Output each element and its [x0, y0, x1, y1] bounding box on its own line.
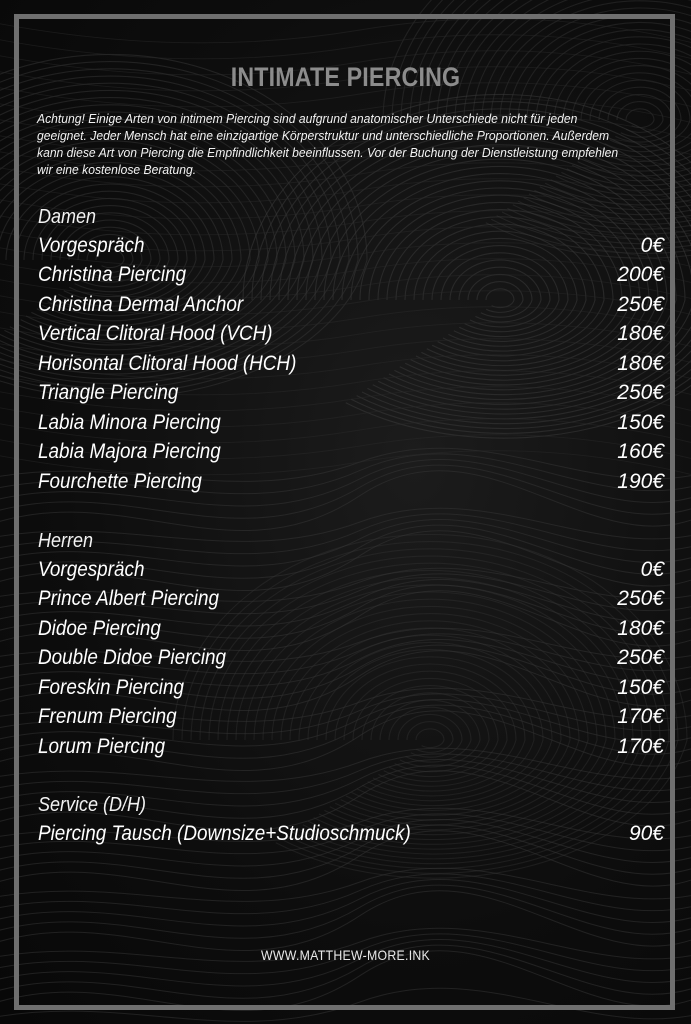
service-price: 250€ [617, 587, 664, 610]
service-name: Labia Majora Piercing [38, 440, 221, 463]
service-name: Piercing Tausch (Downsize+Studioschmuck) [38, 822, 411, 845]
website-link[interactable]: WWW.MATTHEW-MORE.INK [260, 947, 431, 963]
service-name: Horisontal Clitoral Hood (HCH) [38, 352, 297, 375]
service-name: Vorgespräch [38, 234, 145, 257]
section-heading-damen: Damen [38, 206, 97, 228]
service-price: 250€ [617, 646, 664, 669]
service-price: 0€ [640, 558, 664, 581]
service-name: Frenum Piercing [38, 705, 177, 728]
price-row [38, 587, 664, 615]
service-name: Triangle Piercing [38, 381, 179, 404]
service-name: Lorum Piercing [38, 735, 166, 758]
price-row [38, 411, 664, 439]
service-price: 150€ [617, 411, 664, 434]
price-row [38, 676, 664, 704]
price-row [38, 381, 664, 409]
service-price: 250€ [617, 293, 664, 316]
service-price: 180€ [617, 352, 664, 375]
service-price: 200€ [617, 263, 664, 286]
price-row [38, 705, 664, 733]
section-heading-herren: Herren [38, 530, 94, 552]
price-row [38, 234, 664, 262]
price-row [38, 617, 664, 645]
service-name: Labia Minora Piercing [38, 411, 221, 434]
price-row [38, 822, 664, 850]
section-heading-service: Service (D/H) [38, 794, 147, 816]
service-name: Double Didoe Piercing [38, 646, 227, 669]
price-row [38, 263, 664, 291]
price-row [38, 470, 664, 498]
service-name: Christina Piercing [38, 263, 187, 286]
service-name: Vertical Clitoral Hood (VCH) [38, 322, 273, 345]
service-price: 180€ [617, 617, 664, 640]
service-price: 150€ [617, 676, 664, 699]
service-name: Didoe Piercing [38, 617, 161, 640]
service-name: Foreskin Piercing [38, 676, 185, 699]
service-name: Prince Albert Piercing [38, 587, 220, 610]
service-price: 0€ [640, 234, 664, 257]
service-price: 250€ [617, 381, 664, 404]
price-row [38, 440, 664, 468]
service-price: 180€ [617, 322, 664, 345]
price-row [38, 322, 664, 350]
price-row [38, 646, 664, 674]
intro-notice: Achtung! Einige Arten von intimem Piercing sind aufgrund anatomischer Unterschiede nicht für jeden geeignet. Jeder Mensch hat eine einzigartige Körperstruktur und unterschiedliche Proportionen. Außerdem kann diese Art von Piercing die Empfindlichkeit beeinflussen. Vor der Buchung der Dienstleistung empfehlen wir eine kostenlose Beratung. [37, 111, 619, 177]
price-row [38, 352, 664, 380]
service-name: Vorgespräch [38, 558, 145, 581]
service-price: 170€ [617, 705, 664, 728]
service-price: 170€ [617, 735, 664, 758]
service-name: Christina Dermal Anchor [38, 293, 244, 316]
service-name: Fourchette Piercing [38, 470, 202, 493]
page-title: INTIMATE PIERCING [230, 62, 461, 92]
service-price: 190€ [617, 470, 664, 493]
price-row [38, 558, 664, 586]
price-row [38, 293, 664, 321]
service-price: 90€ [628, 822, 664, 845]
service-price: 160€ [617, 440, 664, 463]
price-row [38, 735, 664, 763]
